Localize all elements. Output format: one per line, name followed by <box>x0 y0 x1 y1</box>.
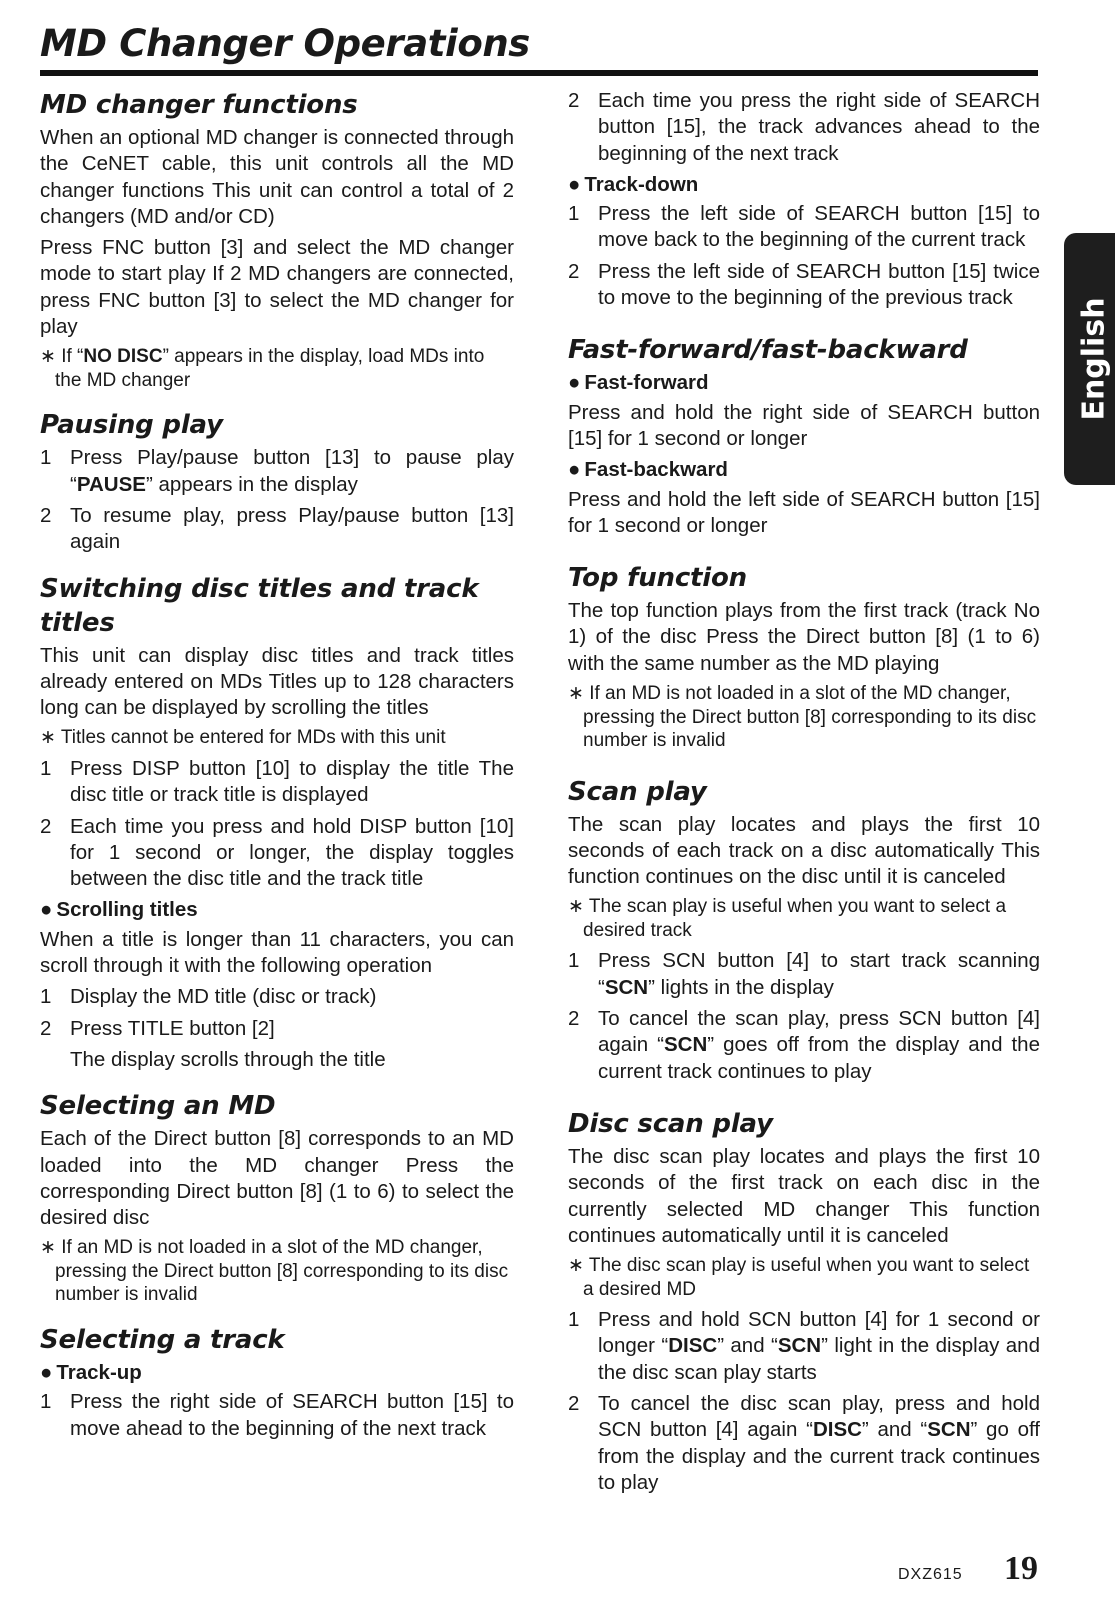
section-heading: Top function <box>568 563 747 594</box>
note: ∗ If an MD is not loaded in a slot of the MD changer, pressing the Direct button [8] corresponding to its disc number is invalid <box>40 1237 509 1306</box>
step-number: 1 <box>40 756 52 780</box>
model-number: DXZ615 <box>898 1566 963 1583</box>
bullet-icon: ● <box>40 898 53 922</box>
section-heading: Scan play <box>568 776 707 807</box>
step-text-part: To cancel the disc scan play, press and hold SCN button [4] again “ <box>598 1392 1040 1442</box>
bullet-label: Track-up <box>56 1360 142 1384</box>
paragraph: The top function plays from the first track (track No 1) of the disc Press the Direct button [8] (1 to 6) with the same number as the MD playing <box>568 599 1040 675</box>
step-number: 1 <box>568 949 580 973</box>
section-md-changer-functions <box>40 88 514 392</box>
section-heading: Pausing play <box>40 410 223 441</box>
step <box>568 88 1040 167</box>
step <box>40 814 514 893</box>
bullet-heading <box>40 1360 514 1386</box>
step-number: 2 <box>568 1007 580 1031</box>
page-title: MD Changer Operations <box>40 22 530 65</box>
step <box>568 1307 1040 1386</box>
bullet-heading <box>568 370 1040 396</box>
step-bold: SCN <box>927 1418 971 1442</box>
step-bold: SCN <box>777 1334 822 1358</box>
paragraph: The scan play locates and plays the first 10 seconds of each track on a disc automatically This function continues on the disc until it is canceled <box>568 812 1040 889</box>
step-continuation: The display scrolls through the title <box>70 1047 386 1071</box>
bullet-heading <box>40 897 514 923</box>
step-number: 2 <box>40 1016 52 1040</box>
step <box>40 984 514 1010</box>
section-track-continued <box>568 88 1040 311</box>
step <box>40 503 514 556</box>
paragraph: The disc scan play locates and plays the first 10 seconds of the first track on each disc in the currently selected MD changer This function continues automatically until it is canceled <box>568 1144 1040 1247</box>
step-text <box>598 1391 1040 1496</box>
step-text <box>70 445 514 498</box>
step-number: 2 <box>568 89 580 112</box>
step-number: 1 <box>568 202 580 226</box>
step <box>568 1391 1040 1496</box>
step-number: 2 <box>568 1392 580 1415</box>
step-bold: DISC <box>812 1418 862 1442</box>
step-bold: DISC <box>668 1334 718 1358</box>
step-text: Display the MD title (disc or track) <box>70 985 377 1009</box>
step <box>568 259 1040 312</box>
step <box>40 1016 514 1042</box>
step-text: To resume play, press Play/pause button [13] again <box>70 503 514 554</box>
section-selecting-track <box>40 1323 514 1442</box>
paragraph: Each of the Direct button [8] corresponds to an MD loaded into the MD changer Press the corresponding Direct button [8] (1 to 6) to select the desired disc <box>40 1127 514 1230</box>
bullet-icon: ● <box>40 1360 53 1384</box>
step-bold: PAUSE <box>76 472 146 496</box>
step-text-part: Press Play/pause button [13] to pause play “ <box>70 446 514 496</box>
step-text-part: ” and “ <box>861 1418 928 1442</box>
step-text-part: ” lights in the display <box>648 975 834 999</box>
step-number: 1 <box>568 1308 580 1332</box>
step-text: Press the right side of SEARCH button [15] to move ahead to the beginning of the next track <box>70 1390 514 1440</box>
section-heading: Fast-forward/fast-backward <box>568 335 968 366</box>
step-text <box>598 1006 1040 1085</box>
paragraph: Press FNC button [3] and select the MD changer mode to start play If 2 MD changers are connected, press FNC button [3] to select the MD changer for play <box>40 236 514 339</box>
bullet-label: Track-down <box>584 172 699 196</box>
section-heading: Switching disc titles and track titles <box>40 573 479 638</box>
language-tab <box>1064 233 1115 485</box>
page-number: 19 <box>1004 1550 1038 1587</box>
step-text-part: ” and “ <box>717 1334 778 1358</box>
bullet-label: Fast-backward <box>584 458 728 482</box>
step <box>40 756 514 809</box>
note-bold: NO DISC <box>83 346 163 368</box>
step-text: Press TITLE button [2] <box>70 1016 275 1040</box>
bullet-icon: ● <box>568 371 581 395</box>
section-heading: Disc scan play <box>568 1108 773 1139</box>
step-number: 1 <box>40 985 52 1009</box>
step-number: 1 <box>40 1390 52 1414</box>
section-selecting-md <box>40 1089 514 1307</box>
step-number: 2 <box>568 259 580 283</box>
note: ∗ The disc scan play is useful when you want to select a desired MD <box>568 1255 1030 1300</box>
bullet-heading <box>568 172 1040 198</box>
step-text-part: ” goes off from the display and the current track continues to play <box>598 1033 1040 1083</box>
note <box>40 345 514 392</box>
step-bold: SCN <box>663 1033 708 1057</box>
step-text-part: Press and hold SCN button [4] for 1 second or longer “ <box>598 1308 1040 1358</box>
note-text: ” appears in the display, load MDs into the MD changer <box>55 346 485 391</box>
step-number: 2 <box>40 814 52 838</box>
step-text-part: ” appears in the display <box>145 472 358 496</box>
paragraph: This unit can display disc titles and track titles already entered on MDs Titles up to 128 characters long can be displayed by scrolling the titles <box>40 643 514 720</box>
step-text: Press the left side of SEARCH button [15] twice to move to the beginning of the previous track <box>598 259 1040 310</box>
step-number: 1 <box>40 446 52 470</box>
step-text-part: ” light in the display and the disc scan play starts <box>598 1334 1040 1384</box>
step-text: Press DISP button [10] to display the title The disc title or track title is displayed <box>70 756 514 807</box>
bullet-icon: ● <box>568 172 581 196</box>
step-text: Each time you press and hold DISP button [10] for 1 second or longer, the display toggles between the disc title and the track title <box>70 814 514 891</box>
right-column <box>568 88 1040 1501</box>
step-bold: SCN <box>604 975 649 999</box>
section-top-function <box>568 561 1040 752</box>
note: ∗ Titles cannot be entered for MDs with this unit <box>40 727 446 749</box>
section-switching-titles <box>40 572 514 1074</box>
language-tab-label: English <box>1076 297 1112 421</box>
section-heading: Selecting a track <box>40 1324 285 1355</box>
left-column <box>40 88 514 1447</box>
step <box>568 1006 1040 1085</box>
step-text <box>598 1307 1040 1386</box>
step <box>40 445 514 498</box>
step-text-part: ” go off from the display and the current track continues to play <box>598 1418 1041 1494</box>
section-scan-play <box>568 775 1040 1085</box>
section-disc-scan-play <box>568 1107 1040 1496</box>
section-heading: Selecting an MD <box>40 1091 276 1122</box>
note: ∗ If an MD is not loaded in a slot of the MD changer, pressing the Direct button [8] corresponding to its disc number is invalid <box>568 683 1037 752</box>
step <box>40 1389 514 1442</box>
paragraph: When a title is longer than 11 characters, you can scroll through it with the following operation <box>40 927 514 978</box>
note-text: ∗ If “ <box>40 346 84 368</box>
step-number: 2 <box>40 503 52 527</box>
step <box>568 201 1040 254</box>
paragraph: Press and hold the right side of SEARCH button [15] for 1 second or longer <box>568 400 1040 450</box>
section-pausing-play <box>40 408 514 555</box>
bullet-heading <box>568 457 1040 483</box>
step <box>568 948 1040 1001</box>
paragraph: Press and hold the left side of SEARCH button [15] for 1 second or longer <box>568 487 1040 537</box>
bullet-label: Scrolling titles <box>56 898 198 922</box>
bullet-icon: ● <box>568 458 581 482</box>
paragraph: When an optional MD changer is connected through the CeNET cable, this unit controls all the MD changer functions This unit can control a total of 2 changers (MD and/or CD) <box>40 126 514 228</box>
bullet-label: Fast-forward <box>584 371 709 395</box>
step-text: Press the left side of SEARCH button [15] to move back to the beginning of the current track <box>598 202 1040 252</box>
step-text-part: Press SCN button [4] to start track scanning “ <box>598 949 1040 999</box>
section-fast-forward-backward <box>568 333 1040 539</box>
note: ∗ The scan play is useful when you want to select a desired track <box>568 896 1007 941</box>
section-heading: MD changer functions <box>40 90 358 120</box>
step-text: Each time you press the right side of SEARCH button [15], the track advances ahead to the beginning of the next track <box>598 89 1040 165</box>
step-text <box>598 948 1040 1001</box>
title-rule <box>40 70 1038 76</box>
step-text-part: To cancel the scan play, press SCN button [4] again “ <box>598 1007 1040 1057</box>
